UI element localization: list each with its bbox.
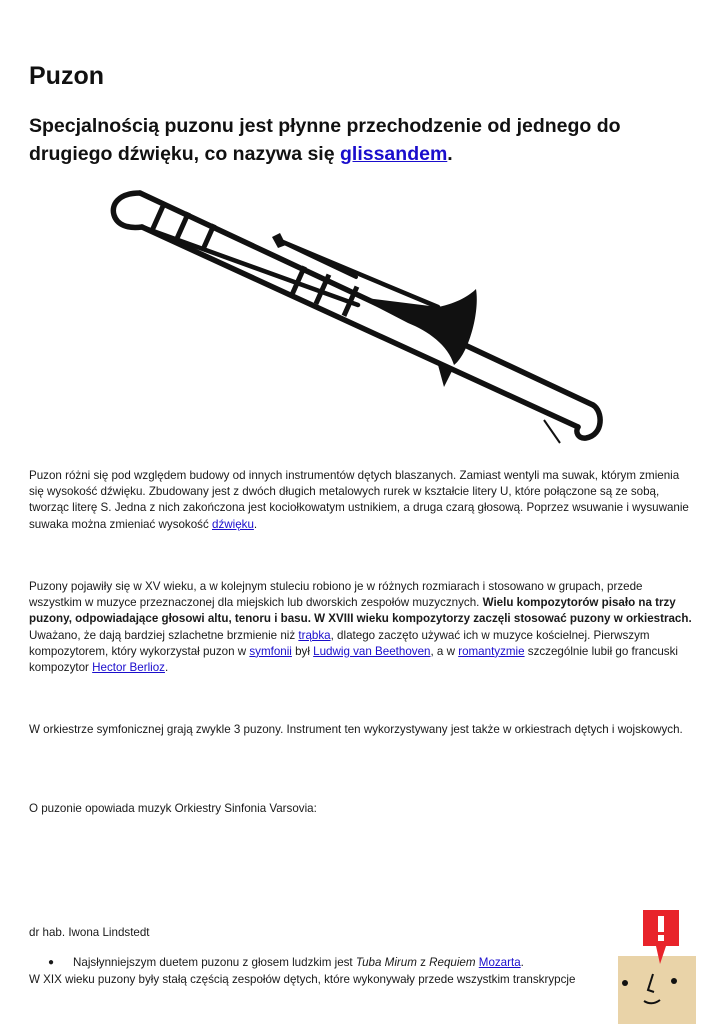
paragraph-19th-century: W XIX wieku puzony były stałą częścią zespołów dętych, które wykonywały przede wszystkim transkrypcje xyxy=(29,973,576,986)
paragraph-musician-intro: O puzonie opowiada muzyk Orkiestry Sinfonia Varsovia: xyxy=(29,802,317,815)
page-subtitle xyxy=(29,112,709,168)
history-text-7: . xyxy=(164,661,169,675)
glissando-link[interactable]: glissandem xyxy=(340,143,448,165)
history-text-5: , a w xyxy=(430,644,459,658)
berlioz-link[interactable]: Hector Berlioz xyxy=(92,661,165,675)
bullet-text-2: z xyxy=(416,956,430,969)
dzwieku-link[interactable]: dźwięku xyxy=(212,517,254,531)
bullet-text-4: . xyxy=(520,956,524,969)
tuba-mirum-title: Tuba Mirum xyxy=(355,956,417,969)
author-name: dr hab. Iwona Lindstedt xyxy=(29,926,150,939)
bullet-text-1: Najsłynniejszym duetem puzonu z głosem ludzkim jest xyxy=(73,956,356,969)
subtitle-text: Specjalnością puzonu jest płynne przechodzenie od jednego do drugiego dźwięku, co nazywa się xyxy=(29,115,621,165)
paragraph-orchestra: W orkiestrze symfonicznej grają zwykle 3 puzony. Instrument ten wykorzystywany jest także w orkiestrach dętych i wojskowych. xyxy=(29,723,683,736)
trabka-link[interactable]: trąbka xyxy=(298,628,331,642)
history-text-2: Uważano, że dają bardziej szlachetne brzmienie niż xyxy=(29,628,299,642)
history-text-6: szczególnie lubił go francuski kompozytor xyxy=(29,644,678,675)
construction-end: . xyxy=(253,517,258,531)
bullet-text xyxy=(73,955,524,971)
requiem-title: Requiem xyxy=(429,956,476,969)
paragraph-history xyxy=(29,579,693,676)
subtitle-end: . xyxy=(447,143,453,165)
history-text-4: był xyxy=(291,644,314,658)
symfonii-link[interactable]: symfonii xyxy=(249,644,292,658)
history-text-1: Puzony pojawiły się w XV wieku, a w kolejnym stuleciu robiono je w różnych rozmiarach i stosowano w grupach, przede wszystkim w muzyce przeznaczonej dla miejskich lub dworskich zespołów muzycznych. xyxy=(29,580,643,610)
beethoven-link[interactable]: Ludwig van Beethoven xyxy=(313,644,431,658)
history-bold-text: Wielu kompozytorów pisało na trzy puzony, odpowiadające głosowi altu, tenoru i basu. W XVIII wieku kompozytorzy zaczęli stosować puzony w orkiestrach. xyxy=(29,596,692,626)
mozart-link[interactable]: Mozarta xyxy=(478,956,521,969)
paragraph-construction xyxy=(29,468,693,533)
page-title: Puzon xyxy=(29,62,104,90)
construction-text: Puzon różni się pod względem budowy od innych instrumentów dętych blaszanych. Zamiast wentyli ma suwak, którym zmienia się wysokość dźwięku. Zbudowany jest z dwóch długich metalowych rurek w kształcie litery U, które połączone są ze sobą, tworząc literę S. Jedna z nich zakończona jest kociołkowatym ustnikiem, a druga czarą głosową. Poprzez wsuwanie i wysuwanie suwaka można zmieniać wysokość xyxy=(29,469,689,531)
history-text-3: , dlatego zaczęto używać ich w muzyce kościelnej. Pierwszym kompozytorem, który wykorzystał puzon w xyxy=(29,628,650,658)
trombone-illustration xyxy=(108,185,608,450)
bullet-dot-icon: ● xyxy=(48,957,55,968)
romantyzmie-link[interactable]: romantyzmie xyxy=(458,644,525,658)
mascot-icon xyxy=(600,906,700,1024)
